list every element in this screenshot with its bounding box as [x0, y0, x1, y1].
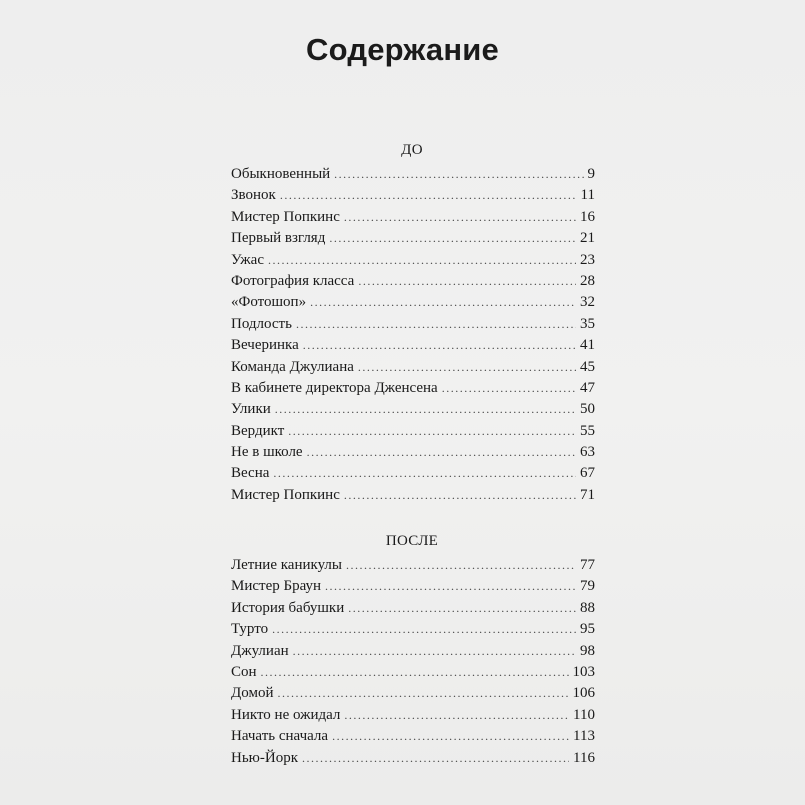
toc-entry [231, 576, 595, 597]
toc-entry [231, 207, 595, 228]
toc-entry-page-number: 41 [580, 337, 595, 354]
toc-entry [231, 619, 595, 640]
dot-leader [344, 207, 576, 228]
dot-leader [272, 619, 576, 640]
toc-entry-page-number: 11 [580, 187, 595, 204]
toc-entry-page-number: 55 [580, 422, 595, 439]
toc-entry [231, 378, 595, 399]
toc-entry-title: Мистер Браун [231, 578, 322, 595]
toc-entry [231, 705, 595, 726]
toc-entry-page-number: 63 [580, 444, 595, 461]
toc-entry [231, 164, 595, 185]
toc-entry-title: Мистер Попкинс [231, 208, 340, 225]
toc-entry-page-number: 35 [580, 315, 595, 332]
show-through-text [318, 118, 321, 134]
toc-entry [231, 271, 595, 292]
toc-entry [231, 748, 595, 769]
dot-leader [346, 555, 576, 576]
toc-entry-title: Летние каникулы [231, 557, 342, 573]
toc-entry-title: Весна [231, 465, 270, 482]
toc-entry [231, 421, 595, 442]
dot-leader [358, 271, 576, 292]
toc-entry-page-number: 16 [580, 208, 595, 225]
toc-entry-title: Команда Джулиана [231, 358, 354, 375]
toc-entry-title: Фотография класса [231, 272, 355, 289]
toc-entry-page-number: 21 [580, 230, 595, 247]
toc-entry-title: Не в школе [231, 444, 303, 461]
toc-entry-page-number: 113 [573, 728, 595, 745]
toc-entry [231, 228, 595, 249]
toc-entry-title: Подлость [231, 315, 292, 332]
toc-entry-title: История бабушки [231, 599, 345, 616]
toc-entry-page-number: 79 [580, 578, 595, 595]
toc-entry-page-number: 103 [572, 663, 595, 680]
toc-entry-title: Нью-Йорк [231, 749, 298, 766]
dot-leader [307, 442, 576, 463]
dot-leader [268, 250, 576, 271]
toc-entry [231, 463, 595, 484]
toc-entry-page-number: 67 [580, 465, 595, 482]
toc-entry-title: Джулиан [231, 642, 289, 659]
dot-leader [442, 378, 576, 399]
toc-entry [231, 357, 595, 378]
dot-leader [325, 576, 576, 597]
dot-leader [344, 485, 576, 506]
toc-entry [231, 185, 595, 206]
dot-leader [302, 748, 569, 769]
toc-entry [231, 598, 595, 619]
toc-list-after [231, 555, 595, 769]
toc-entry-title: Мистер Попкинс [231, 486, 340, 503]
toc-entry-title: Первый взгляд [231, 230, 326, 247]
toc-entry [231, 399, 595, 420]
toc-entry-title: Вечеринка [231, 337, 299, 354]
toc-entry-page-number: 71 [580, 486, 595, 503]
toc-entry-page-number: 116 [573, 749, 595, 766]
toc-entry-page-number: 88 [580, 599, 595, 616]
toc-entry-title: Начать сначала [231, 728, 329, 745]
page-title: Содержание [306, 32, 499, 67]
toc-entry [231, 314, 595, 335]
dot-leader [358, 357, 576, 378]
toc-entry-page-number: 106 [572, 685, 595, 702]
dot-leader [261, 662, 569, 683]
dot-leader [348, 598, 576, 619]
toc-entry-page-number: 77 [580, 557, 595, 573]
toc-entry-title: В кабинете директора Дженсена [231, 379, 438, 396]
toc-entry-page-number: 110 [573, 706, 595, 723]
toc-entry-title: Звонок [231, 187, 276, 204]
toc-entry-page-number: 28 [580, 272, 595, 289]
dot-leader [310, 292, 576, 313]
toc-entry [231, 641, 595, 662]
toc-entry-title: Домой [231, 685, 274, 702]
toc-entry [231, 442, 595, 463]
toc-entry-title: Ужас [231, 251, 264, 268]
toc-entry [231, 335, 595, 356]
section-heading-after: ПОСЛЕ [385, 533, 439, 549]
toc-entry-title: Сон [231, 663, 257, 680]
dot-leader [332, 726, 569, 747]
dot-leader [288, 421, 576, 442]
dot-leader [303, 335, 576, 356]
dot-leader [344, 705, 569, 726]
toc-list-before [231, 164, 595, 506]
toc-entry-page-number: 50 [580, 401, 595, 418]
toc-entry-page-number: 45 [580, 358, 595, 375]
dot-leader [329, 228, 576, 249]
dot-leader [277, 683, 568, 704]
dot-leader [280, 185, 577, 206]
dot-leader [275, 399, 576, 420]
toc-entry-page-number: 32 [580, 294, 595, 311]
toc-entry-page-number: 23 [580, 251, 595, 268]
toc-entry-page-number: 98 [580, 642, 595, 659]
toc-entry [231, 726, 595, 747]
toc-entry-title: Вердикт [231, 422, 285, 439]
dot-leader [296, 314, 576, 335]
toc-entry-title: Улики [231, 401, 271, 418]
dot-leader [293, 641, 576, 662]
toc-entry-title: «Фотошоп» [231, 294, 307, 311]
toc-entry [231, 662, 595, 683]
toc-entry [231, 555, 595, 576]
toc-entry-title: Турто [231, 621, 269, 638]
toc-entry-title: Обыкновенный [231, 166, 331, 182]
toc-entry [231, 292, 595, 313]
dot-leader [273, 463, 576, 484]
section-heading-before: ДО [401, 142, 423, 158]
toc-entry-page-number: 9 [587, 166, 595, 182]
toc-entry [231, 250, 595, 271]
toc-entry-page-number: 95 [580, 621, 595, 638]
toc-entry [231, 485, 595, 506]
dot-leader [334, 164, 583, 185]
toc-entry [231, 683, 595, 704]
toc-entry-title: Никто не ожидал [231, 706, 341, 723]
toc-entry-page-number: 47 [580, 379, 595, 396]
